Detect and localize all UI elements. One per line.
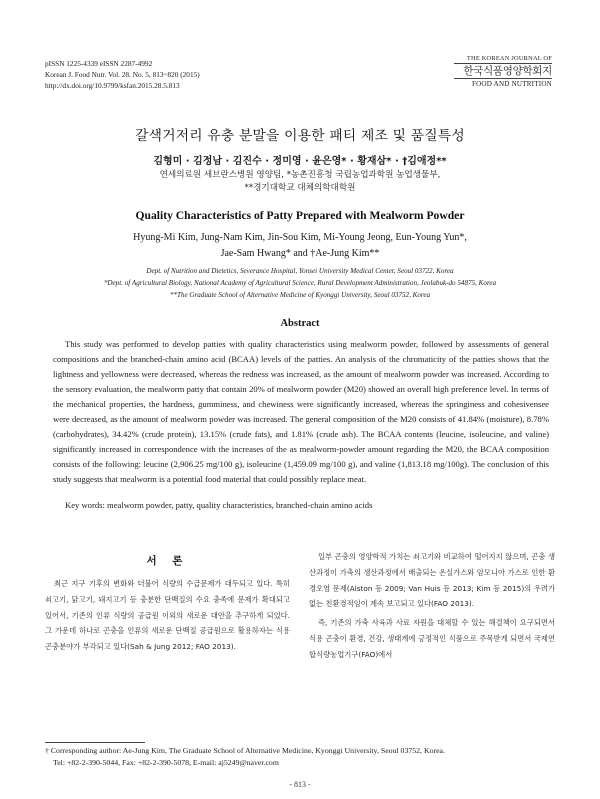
journal-name-en-bottom: FOOD AND NUTRITION [454,78,552,88]
publication-metadata [45,58,200,91]
citation-line: Korean J. Food Nutr. Vol. 28. No. 5, 813~820 (2015) [45,70,200,79]
footnote-line: † Corresponding author: Ae-Jung Kim, The Graduate School of Alternative Medicine, Kyonggi University, Seoul 03752, Korea. [45,746,445,755]
authors-en: Hyung-Mi Kim, Jung-Nam Kim, Jin-Sou Kim, Mi-Young Jeong, Eun-Young Yun*, [133,232,467,243]
intro-heading: 서 론 [146,555,189,567]
abstract-body: This study was performed to develop patties with quality characteristics using mealworm powder, followed by assessments of general compositions and the branched-chain amino acid (BCAA) levels of the patties. An analysis of the chromaticity of the patties shows that the lightness and yellowness were decreased, whereas the redness was increased, as the amount of mealworm powder was increased. According to the sensory evaluation, the mealworm patty that contain 20% of mealworm powder (M20) showed an overall high preference level. In terms of the mechanical properties, the hardness, gumminess, and chewiness were significantly increased, whereas the springiness and cohesivensee were decreased, as the amount of mealworm powder was increased. The general composition of the M20 consists of 41.84% (moisture), 8.78% (carbohydrates), 34.42% (crude protein), 13.15% (crude fats), and 1.81% (crude ash). The BCAA contents (leucine, isoleucine, and valine) significantly increased in correspondence with the increases of the as mealworm-powder amount regarding the M20, the BCAA composition consists of the following: leucine (2,906.25 mg/100 g), isoleucine (1,459.09 mg/100 g), and valine (1,813.18 mg/100g). The conclusion of this study suggests that mealworm is a potential food material that could possibly replace meat. [53,339,549,484]
body-column-left [45,576,290,655]
authors-en: Jae-Sam Hwang* and †Ae-Jung Kim** [220,248,380,259]
doi-link[interactable]: http://dx.doi.org/10.9799/ksfan.2015.28.5.813 [45,81,180,90]
affiliation-ko: **경기대학교 대체의학대학원 [244,183,356,193]
body-column-right [309,549,555,663]
authors-ko: 김형미 · 김정남 · 김진수 · 정미영 · 윤은영* · 황재삼* · †김애정** [153,156,447,167]
corresponding-author-footnote [45,745,555,769]
paper-title-ko: 갈색거저리 유충 분말을 이용한 패티 제조 및 품질특성 [135,128,465,144]
footnote-contact-line: Tel: +82-2-390-5044, Fax: +82-2-390-5078, E-mail: aj5249@naver.com [53,758,279,767]
abstract-heading: Abstract [280,318,320,329]
page-number: - 813 - [289,780,311,789]
paper-title-en: Quality Characteristics of Patty Prepared with Mealworm Powder [135,209,465,222]
journal-name-ko: 한국식품영양학회지 [463,65,552,77]
affiliation-ko: 연세의료원 세브란스병원 영양팀, *농촌진흥청 국립농업과학원 농업생물부, [159,170,441,180]
affiliation-en: Dept. of Nutrition and Dietetics, Severance Hospital, Yonsei University Medical Center, Seoul 03722, Korea [146,267,454,275]
body-paragraph: 즉, 기존의 가축 사육과 사료 자원을 대체할 수 있는 해결책이 요구되면서 식용 곤충이 환경, 건강, 생태계에 긍정적인 식품으로 주목받게 되면서 국제연합식량농업기구(FAO)에서 [309,618,555,659]
issn-line: pISSN 1225-4339 eISSN 2287-4992 [45,59,153,68]
footnote-divider [45,742,145,743]
journal-logo [454,55,552,88]
affiliation-en: *Dept. of Agricultural Biology, National Academy of Agricultural Science, Rural Development Administration, Jeolabuk-do 54875, Korea [103,279,497,287]
body-paragraph: 일부 곤충의 영양학적 가치는 쇠고기와 비교하여 떨어지지 않으며, 곤충 생산과정이 가축의 생산과정에서 배출되는 온실가스와 암모니아 가스로 인한 환경오염 문제(Alston 등 2009; Van Huis 등 2013; Kim 등 2015)의 우려가 없는 친환경적임이 계속 보고되고 있다(FAO 2013). [309,552,555,609]
journal-name-en-top: THE KOREAN JOURNAL OF [454,55,552,64]
affiliation-en: **The Graduate School of Alternative Medicine of Kyonggi University, Seoul 03752, Korea [169,291,431,299]
keywords-line: Key words: mealworm powder, patty, quality characteristics, branched-chain amino acids [65,500,373,510]
body-paragraph: 최근 지구 기후의 변화와 더불어 식량의 수급문제가 대두되고 있다. 특히 쇠고기, 닭고기, 돼지고기 등 충분한 단백질의 수요 충족에 문제가 확대되고 있어서, 기존의 인류 식량의 공급원 이외의 새로운 대안을 추구하게 되었다. 그 가운데 하나로 곤충을 인류의 새로운 단백질 공급원으로 활용하자는 식용곤충분야가 부각되고 있다(Sah & Jung 2012; FAO 2013). [45,579,290,652]
